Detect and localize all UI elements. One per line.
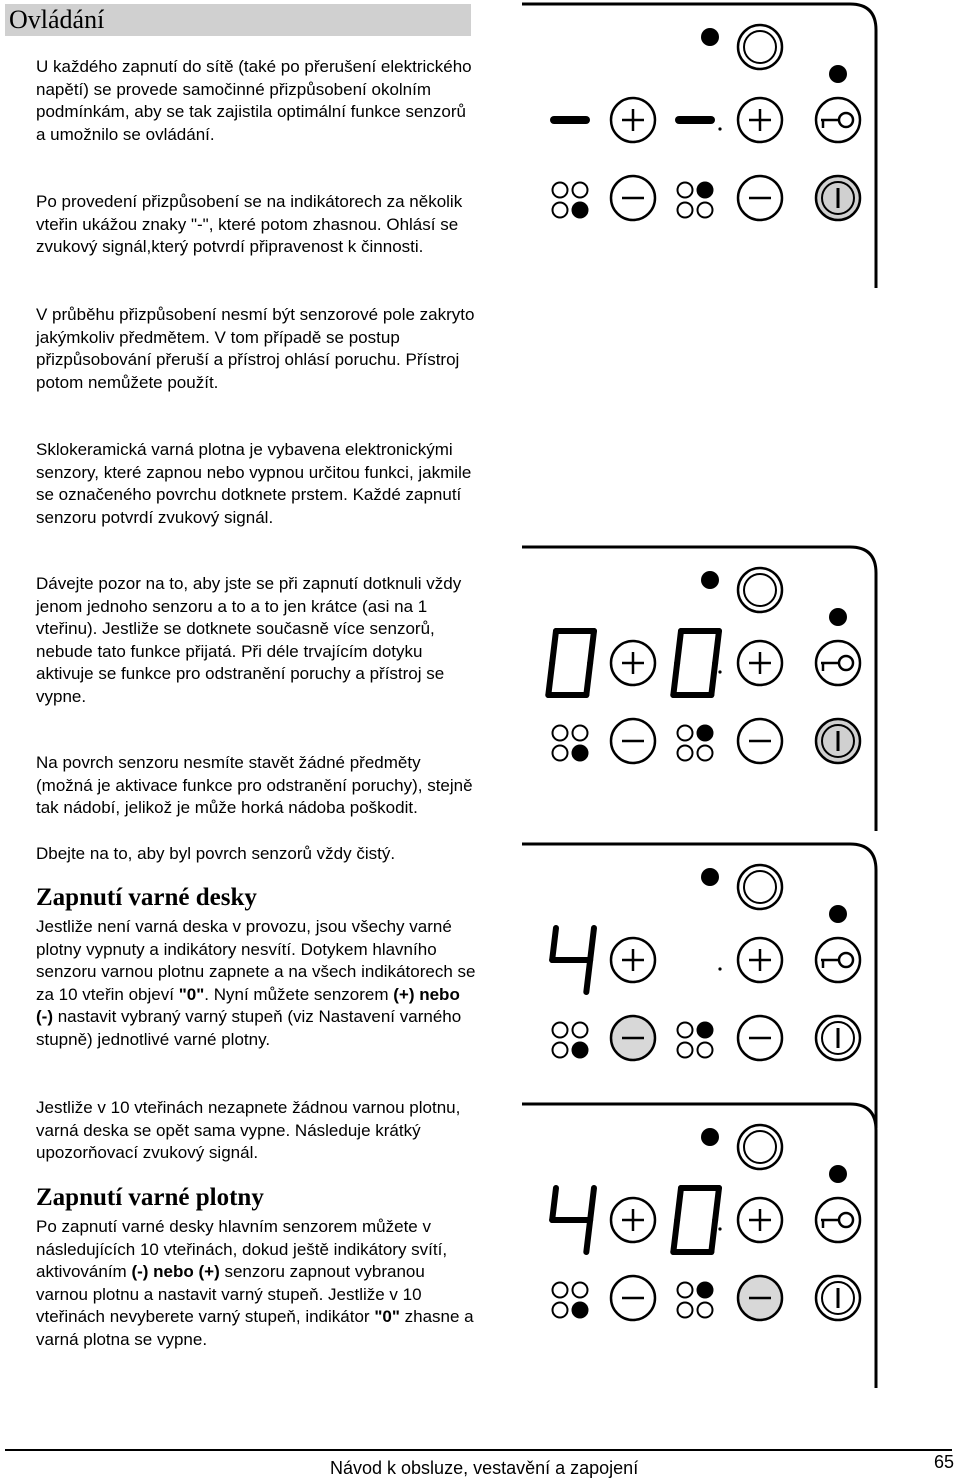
seven-segment-display (673, 1188, 719, 1252)
indicator-dot (553, 1283, 568, 1298)
panel-outline (522, 4, 876, 288)
plus-icon (738, 938, 782, 982)
status-led (701, 1128, 719, 1146)
bold-text: (-) nebo (+) (131, 1262, 220, 1282)
decimal-point (718, 1227, 721, 1230)
control-panel-illustration-2 (520, 545, 880, 833)
indicator-dot (698, 1043, 713, 1058)
seven-segment-display (548, 631, 594, 695)
plus-icon (611, 1198, 655, 1242)
text-run: Jestliže není varná deska v provozu, jsou všechy varné plotny vypnuty a indikátory nesvítí. Dotykem hlavního senzoru varnou plotnu zapnete a na všech indikátorech se za 10 vteřin objeví (36, 917, 476, 1004)
ring (744, 574, 776, 606)
indicator-dot (573, 1303, 588, 1318)
page-number: 65 (933, 1452, 954, 1472)
segment (677, 1188, 681, 1220)
segment (673, 663, 677, 695)
segment (673, 1220, 677, 1252)
power-icon (816, 719, 860, 763)
panel-outline (522, 1104, 876, 1388)
indicator-dot (553, 1043, 568, 1058)
heading-zapnuti-plotny: Zapnutí varné plotny (36, 1184, 264, 1211)
status-led (829, 608, 847, 626)
segment (590, 928, 594, 960)
zone-indicator-dots-right (678, 726, 713, 761)
indicator-dot (553, 183, 568, 198)
minus-icon (738, 1276, 782, 1320)
status-led (829, 1165, 847, 1183)
footer-text: Návod k obsluze, vestavění a zapojení (330, 1458, 639, 1478)
bold-text: "0" (374, 1307, 400, 1327)
paragraph-adaptation: V průběhu přizpůsobení nesmí být senzorové pole zakryto jakýmkoliv předmětem. V tom případě se postup přizpůsobování přeruší a přístroj ohlásí poruchu. Přístroj potom nemůžete použít. (36, 305, 475, 392)
key-lock-icon (816, 938, 860, 982)
control-panel-illustration-1 (520, 2, 880, 290)
paragraph-intro: U každého zapnutí do sítě (také po přerušení elektrického napětí) se provede samočinné přizpůsobení okolním podmínkám, aby se tak zajistila optimální funkce senzorů a umožnilo se ovládání. (36, 57, 472, 144)
ring (744, 31, 776, 63)
paragraph-sensors: Sklokeramická varná plotna je vybavena elektronickými senzory, které zapnou nebo vypnou určitou funkci, jakmile se označeného povrchu dotknete prstem. Každé zapnutí senzoru potvrdí zvukový signál. (36, 440, 472, 527)
power-button-top-icon (738, 25, 782, 69)
segment (586, 1220, 590, 1252)
zone-indicator-dots-left (553, 1283, 588, 1318)
segment (715, 631, 719, 663)
text-run: nastavit vybraný varný stupeň (viz Nastavení varného stupně) jednotlivé varné plotny. (36, 1007, 462, 1049)
seven-segment-display (673, 631, 719, 695)
heading-zapnuti-desky: Zapnutí varné desky (36, 884, 257, 911)
seven-segment-display (552, 928, 594, 992)
key-bow (839, 1213, 853, 1227)
indicator-dot (678, 203, 693, 218)
panel-outline (522, 844, 876, 1128)
indicator-dot (573, 726, 588, 741)
indicator-dot (553, 726, 568, 741)
key-lock-icon (816, 98, 860, 142)
status-led (829, 65, 847, 83)
bold-text: "0" (178, 984, 205, 1004)
ring (744, 1131, 776, 1163)
indicator-dot (678, 1303, 693, 1318)
indicator-dot (573, 1023, 588, 1038)
decimal-point (718, 127, 721, 130)
zone-indicator-dots-left (553, 183, 588, 218)
panel-outline (522, 547, 876, 831)
zone-indicator-dots-right (678, 183, 713, 218)
paragraph-zapnuti-desky (36, 916, 476, 1052)
indicator-dot (573, 1283, 588, 1298)
indicator-dot (573, 1043, 588, 1058)
paragraph-clean: Dbejte na to, aby byl povrch senzorů vždy čistý. (36, 844, 396, 863)
indicator-dot (678, 1023, 693, 1038)
key-bow (839, 656, 853, 670)
plus-icon (738, 98, 782, 142)
indicator-dot (553, 1303, 568, 1318)
indicator-dot (573, 746, 588, 761)
section-title: Ovládání (5, 4, 471, 36)
text-run: senzoru zapnout vybranou varnou plotnu a nastavit varný stupeň. Jestliže v 10 vteřinách nevyberete varný stupeň, indikátor (36, 1262, 425, 1327)
indicator-dot (698, 1303, 713, 1318)
key-bow (839, 113, 853, 127)
panel-svg (520, 1102, 880, 1390)
status-led (701, 28, 719, 46)
segment (586, 960, 590, 992)
power-icon (816, 176, 860, 220)
paragraph-no-objects: Na povrch senzoru nesmíte stavět žádné předměty (možná je aktivace funkce pro odstranění poruchy), stejně tak nádobí, jelikož je může horká nádoba poškodit. (36, 753, 473, 818)
indicator-dot (678, 183, 693, 198)
indicator-dot (678, 726, 693, 741)
indicator-dot (573, 203, 588, 218)
indicator-dot (698, 203, 713, 218)
indicator-dot (678, 1043, 693, 1058)
segment (711, 663, 715, 695)
indicator-dot (698, 1023, 713, 1038)
segment (586, 663, 590, 695)
paragraph-indicators: Po provedení přizpůsobení se na indikátorech za několik vteřin ukážou znaky "-", které potom zhasnou. Ohlásí se zvukový signál,který potvrdí připravenost k činnosti. (36, 192, 463, 257)
segment (552, 631, 556, 663)
minus-icon (738, 719, 782, 763)
bold-text: (+) nebo (-) (36, 984, 460, 1027)
minus-icon (611, 719, 655, 763)
indicator-dot (698, 183, 713, 198)
panel-svg (520, 842, 880, 1130)
key-lock-icon (816, 1198, 860, 1242)
segment (590, 631, 594, 663)
text-run: zhasne a varná plotna se vypne. (36, 1307, 474, 1349)
segment (711, 1220, 715, 1252)
indicator-dot (698, 746, 713, 761)
plus-icon (738, 641, 782, 685)
decimal-point (718, 967, 721, 970)
zone-indicator-dots-left (553, 1023, 588, 1058)
text-run: . Nyní můžete senzorem (204, 984, 394, 1004)
paragraph-single-touch: Dávejte pozor na to, aby jste se při zapnutí dotknuli vždy jenom jednoho senzoru a to a to jen krátce (asi na 1 vteřinu). Jestliže se dotknete současně více senzorů, nebude tato funkce přijatá. Při déle trvajícím dotyku aktivuje se funkce pro odstranění poruchy a přístroj se vypne. (36, 574, 462, 706)
paragraph-timeout: Jestliže v 10 vteřinách nezapnete žádnou varnou plotnu, varná deska se opět sama vypne. Následuje krátký upozorňovací zvukový signál. (36, 1098, 461, 1163)
minus-icon (611, 176, 655, 220)
status-led (701, 868, 719, 886)
indicator-dot (553, 1023, 568, 1038)
zone-indicator-dots-left (553, 726, 588, 761)
minus-icon (738, 176, 782, 220)
panel-svg (520, 545, 880, 833)
zone-indicator-dots-right (678, 1283, 713, 1318)
indicator-dot (698, 726, 713, 741)
status-led (701, 571, 719, 589)
paragraph-zapnuti-plotny (36, 1216, 476, 1352)
segment (552, 928, 556, 960)
minus-icon (611, 1276, 655, 1320)
minus-icon (738, 1016, 782, 1060)
seven-segment-display (552, 1188, 594, 1252)
power-icon (816, 1016, 860, 1060)
indicator-dot (573, 183, 588, 198)
segment (715, 1188, 719, 1220)
plus-icon (738, 1198, 782, 1242)
power-button-top-icon (738, 568, 782, 612)
key-bow (839, 953, 853, 967)
plus-icon (611, 641, 655, 685)
segment (548, 663, 552, 695)
footer-rule (5, 1449, 952, 1451)
decimal-point (718, 670, 721, 673)
indicator-dot (678, 1283, 693, 1298)
status-led (829, 905, 847, 923)
power-button-top-icon (738, 1125, 782, 1169)
zone-indicator-dots-right (678, 1023, 713, 1058)
segment (552, 1188, 556, 1220)
segment (590, 1188, 594, 1220)
text-run: Po zapnutí varné desky hlavním senzorem můžete v následujících 10 vteřinách, dokud ještě indikátory svítí, aktivováním (36, 1217, 448, 1282)
indicator-dot (553, 203, 568, 218)
segment (677, 631, 681, 663)
panel-svg (520, 2, 880, 290)
power-button-top-icon (738, 865, 782, 909)
plus-icon (611, 938, 655, 982)
plus-icon (611, 98, 655, 142)
control-panel-illustration-3 (520, 842, 880, 1130)
ring (744, 871, 776, 903)
indicator-dot (698, 1283, 713, 1298)
indicator-dot (678, 746, 693, 761)
indicator-dot (553, 746, 568, 761)
control-panel-illustration-4 (520, 1102, 880, 1390)
minus-icon (611, 1016, 655, 1060)
key-lock-icon (816, 641, 860, 685)
power-icon (816, 1276, 860, 1320)
